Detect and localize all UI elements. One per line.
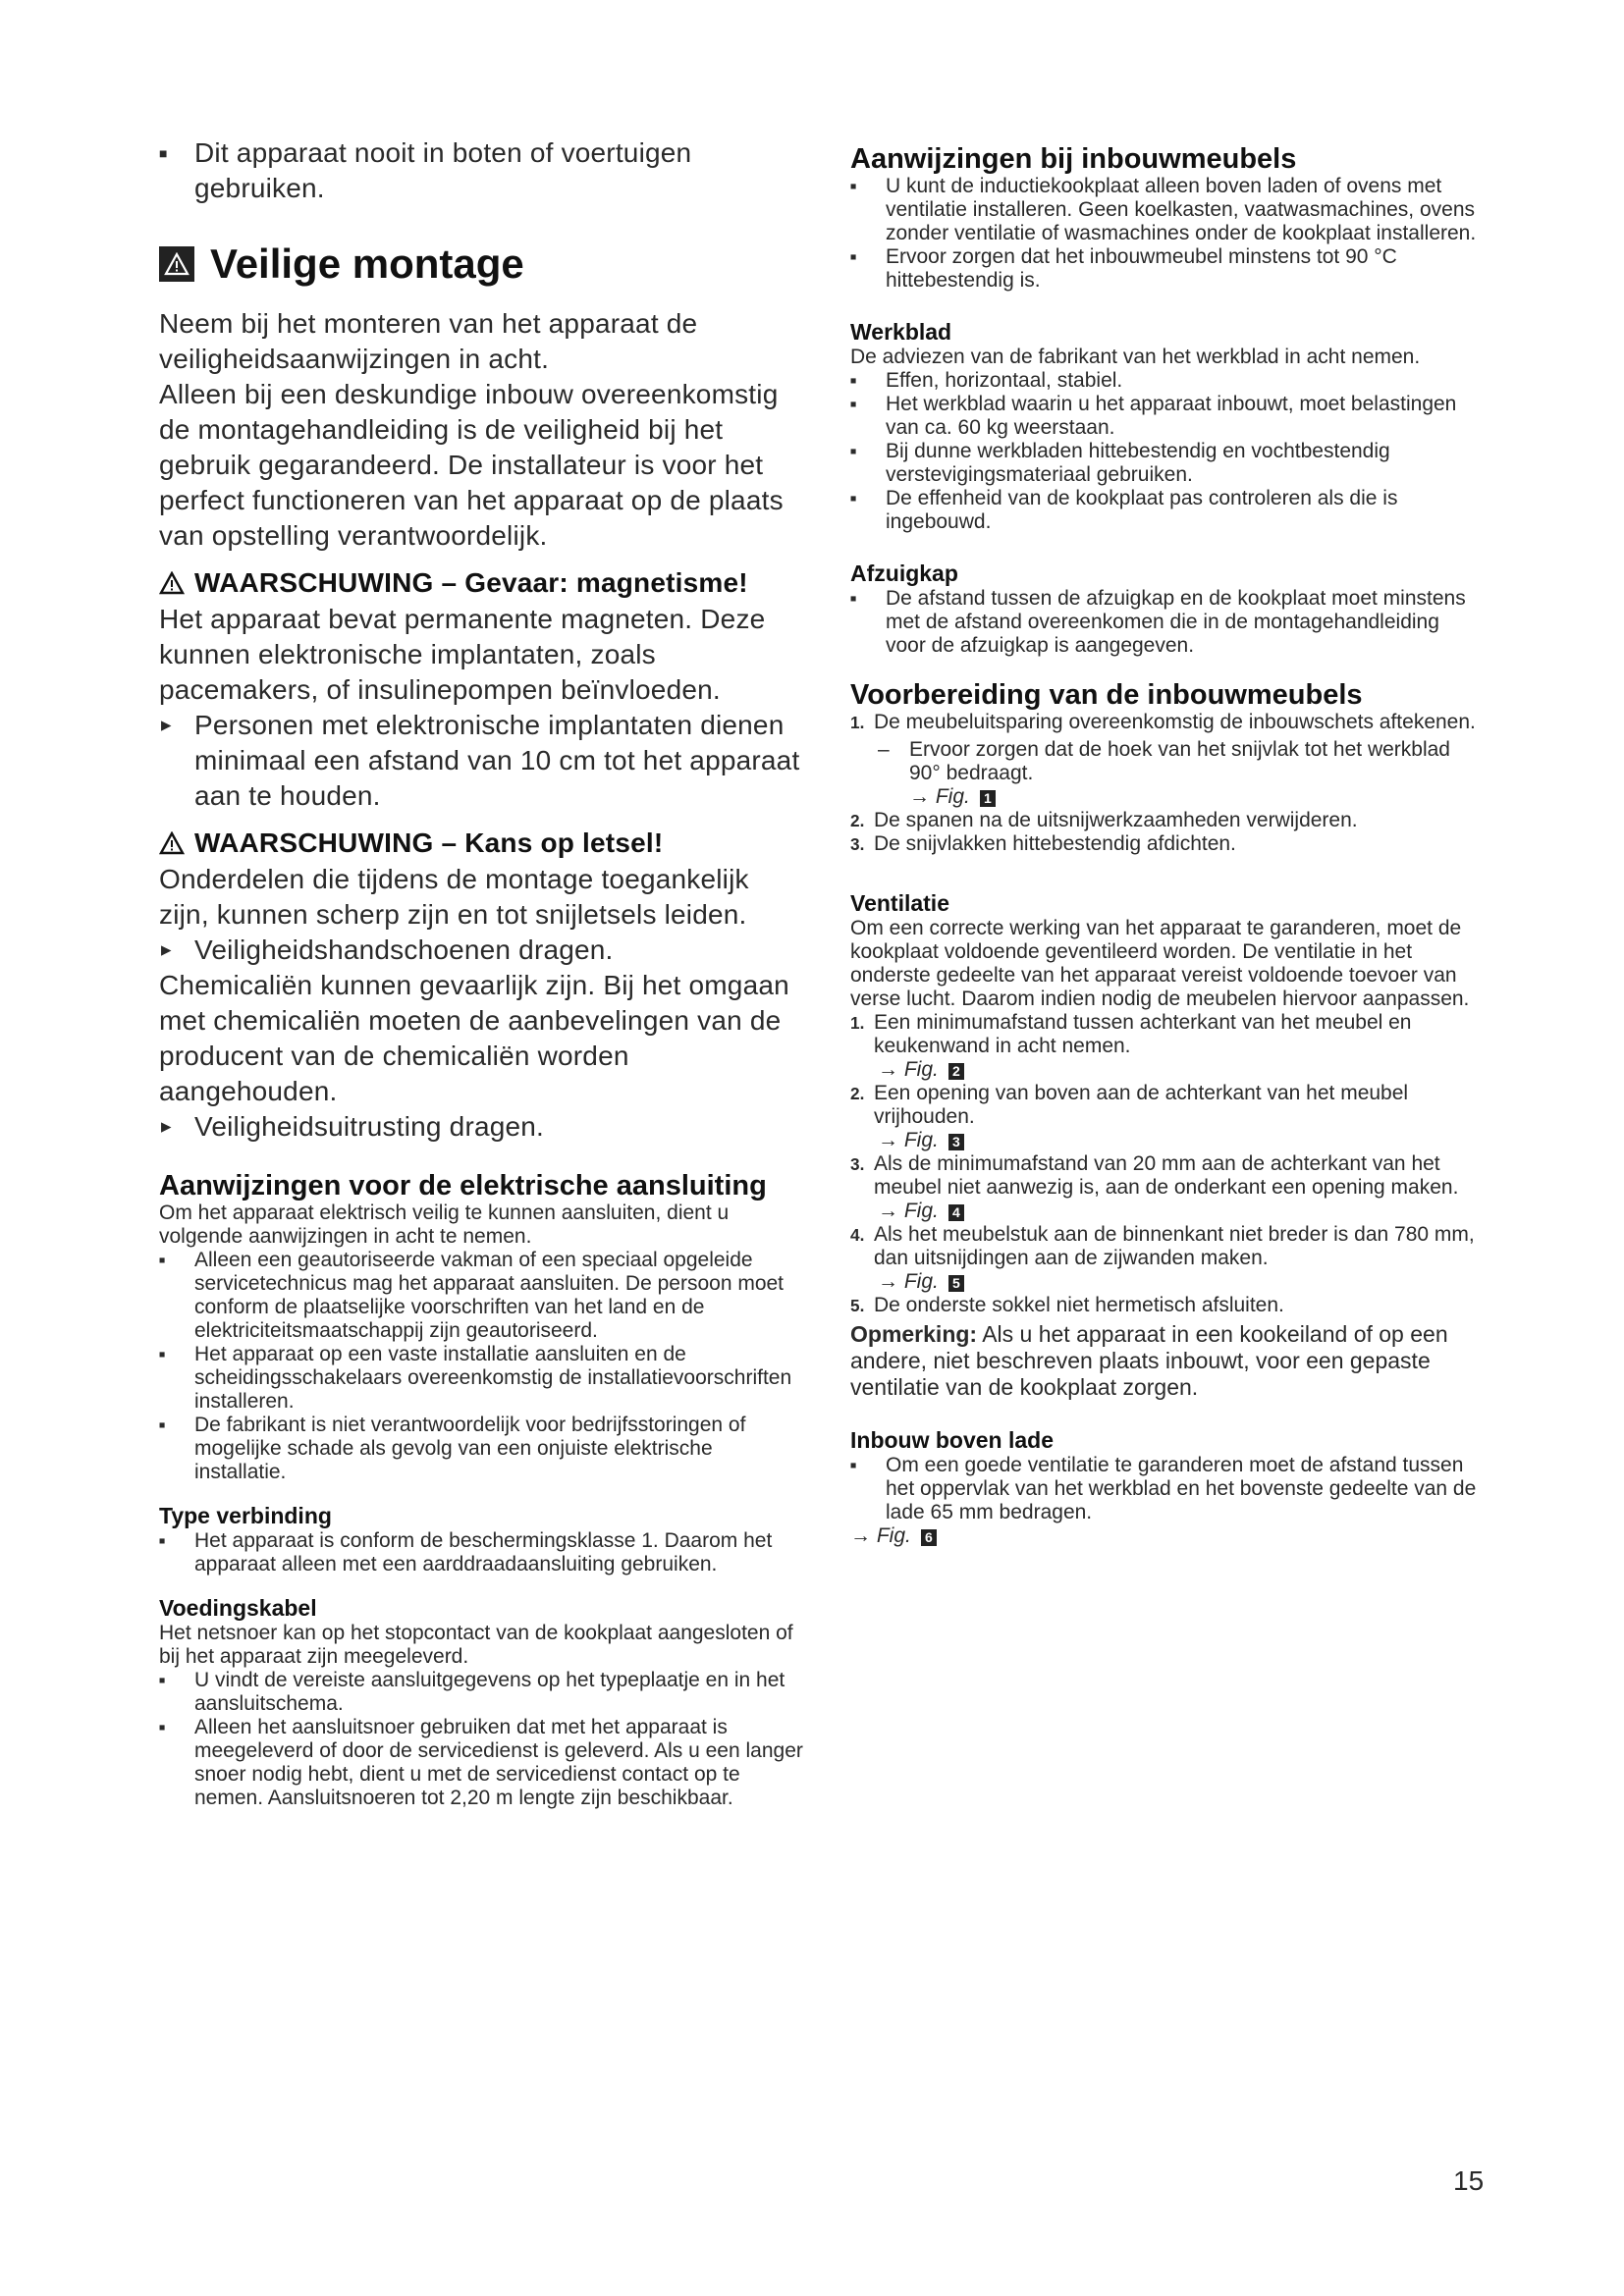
warning-magnetism-action: ▸ Personen met elektronische implantaten dienen minimaal een afstand van 10 cm tot het apparaat aan te houden. [159, 708, 805, 814]
intro-paragraph-2: Alleen bij een deskundige inbouw overeenkomstig de montagehandleiding is de veiligheid bij het gebruik gegarandeerd. De installateur is voor het perfect functioneren van het apparaat op de plaats van opstelling verantwoordelijk. [159, 379, 784, 551]
power-cable-bullet: ■ Alleen het aansluitsnoer gebruiken dat met het apparaat is meegeleverd of door de servicedienst is geleverd. Als u een langer snoer nodig hebt, dient u met de servicedienst contact op te nemen. Aansluitsnoeren tot 2,20 m lengte zijn beschikbaar. [159, 1716, 805, 1810]
ventilation-note [850, 1321, 1483, 1401]
figure-number-badge: 4 [948, 1204, 964, 1221]
figure-number-badge: 6 [921, 1529, 937, 1546]
warning-injury-heading [159, 828, 805, 862]
worktop-bullet: ■ Bij dunne werkbladen hittebestendig en vochtbestendig verstevigingsmateriaal gebruiken. [850, 440, 1483, 487]
fig-label: Fig. [903, 1058, 939, 1081]
step-text: De spanen na de uitsnijwerkzaamheden verwijderen. [874, 809, 1358, 831]
page-number: 15 [1453, 2165, 1485, 2196]
connection-type-bullet: ■ Het apparaat is conform de beschermingsklasse 1. Daarom het apparaat alleen met een aarddraadaansluiting gebruiken. [159, 1529, 805, 1576]
arrow-icon: → [878, 1058, 898, 1081]
ventilation-step [850, 1223, 1483, 1270]
step-text: De onderste sokkel niet hermetisch afsluiten. [874, 1294, 1284, 1316]
step-text: Als het meubelstuk aan de binnenkant niet breder is dan 780 mm, dan uitsnijdingen aan de zijwanden maken. [874, 1223, 1475, 1269]
warning-magnetism-text: Het apparaat bevat permanente magneten. Deze kunnen elektronische implantaten, zoals pacemakers, of insulinepompen beïnvloeden. [159, 604, 766, 705]
warning-injury-text: Onderdelen die tijdens de montage toegankelijk zijn, kunnen scherp zijn en tot snijletsels leiden. [159, 864, 749, 930]
worktop-bullet: ■ Effen, horizontaal, stabiel. [850, 369, 1483, 393]
electrical-bullet: ■ Het apparaat op een vaste installatie aansluiten en de scheidingsschakelaars overeenkomstig de installatievoorschriften installeren. [159, 1343, 805, 1414]
step-number: 5. [850, 1296, 865, 1315]
step-number: 3. [850, 1154, 865, 1174]
cabinet-heading: Aanwijzingen bij inbouwmeubels [850, 143, 1297, 175]
arrow-icon: → [878, 1200, 898, 1222]
step-text: De snijvlakken hittebestendig afdichten. [874, 832, 1236, 855]
warning-injury-action-2: ▸ Veiligheidsuitrusting dragen. [159, 1109, 805, 1145]
power-cable-heading: Voedingskabel [159, 1595, 317, 1621]
preparation-step [850, 809, 1483, 832]
figure-reference [850, 1129, 1483, 1152]
warning-injury-title: WAARSCHUWING – Kans op letsel! [194, 828, 664, 858]
fig-label: Fig. [935, 785, 970, 808]
extractor-heading: Afzuigkap [850, 561, 958, 586]
ventilation-step [850, 1294, 1483, 1317]
electrical-bullet: ■ De fabrikant is niet verantwoordelijk voor bedrijfsstoringen of mogelijke schade als gevolg van een onjuiste elektrische installatie. [159, 1414, 805, 1484]
power-cable-intro: Het netsnoer kan op het stopcontact van de kookplaat aangesloten of bij het apparaat zijn meegeleverd. [159, 1622, 793, 1668]
worktop-bullet: ■ De effenheid van de kookplaat pas controleren als die is ingebouwd. [850, 487, 1483, 534]
figure-number-badge: 5 [948, 1275, 964, 1292]
note-label: Opmerking: [850, 1321, 978, 1347]
drawer-bullet: ■ Om een goede ventilatie te garanderen moet de afstand tussen het oppervlak van het werkblad en het bovenste gedeelte van de lade 65 mm bedragen. [850, 1454, 1483, 1524]
figure-reference [850, 1200, 1483, 1223]
warning-triangle-icon [159, 570, 185, 602]
ventilation-step [850, 1011, 1483, 1058]
step-text: Een minimumafstand tussen achterkant van het meubel en keukenwand in acht nemen. [874, 1011, 1412, 1057]
step-number: 2. [850, 1084, 865, 1103]
figure-reference [850, 785, 1483, 809]
step-number: 4. [850, 1225, 865, 1245]
step-number: 3. [850, 834, 865, 854]
fig-label: Fig. [903, 1200, 939, 1222]
connection-type-heading: Type verbinding [159, 1503, 332, 1528]
ventilation-step [850, 1082, 1483, 1129]
ventilation-step [850, 1152, 1483, 1200]
worktop-intro: De adviezen van de fabrikant van het werkblad in acht nemen. [850, 346, 1421, 368]
figure-reference [850, 1058, 1483, 1082]
warning-magnetism-heading [159, 567, 805, 602]
step-number: 1. [850, 1013, 865, 1033]
worktop-heading: Werkblad [850, 319, 952, 345]
warning-injury-action-1: ▸ Veiligheidshandschoenen dragen. [159, 933, 805, 968]
arrow-icon: → [878, 1129, 898, 1151]
warning-magnetism-title: WAARSCHUWING – Gevaar: magnetisme! [194, 567, 748, 598]
drawer-heading: Inbouw boven lade [850, 1427, 1055, 1453]
fig-label: Fig. [903, 1129, 939, 1151]
warning-triangle-icon [159, 830, 185, 862]
electrical-intro: Om het apparaat elektrisch veilig te kunnen aansluiten, dient u volgende aanwijzingen in acht te nemen. [159, 1201, 730, 1248]
right-column [850, 143, 1483, 1548]
note-text: Als u het apparaat in een kookeiland of op een andere, niet beschreven plaats inbouwt, voor een gepaste ventilatie van de kookplaat zorgen. [850, 1321, 1448, 1400]
electrical-heading: Aanwijzingen voor de elektrische aansluiting [159, 1170, 767, 1201]
warning-icon [159, 246, 194, 282]
cabinet-bullet: ■ U kunt de inductiekookplaat alleen boven laden of ovens met ventilatie installeren. Geen koelkasten, vaatwasmachines, ovens zonder ventilatie of wasmachines onder de kookplaat installeren. [850, 175, 1483, 245]
step-text: Een opening van boven aan de achterkant van het meubel vrijhouden. [874, 1082, 1409, 1128]
step-number: 2. [850, 811, 865, 830]
figure-number-badge: 1 [980, 790, 996, 807]
warning-chemicals-text: Chemicaliën kunnen gevaarlijk zijn. Bij het omgaan met chemicaliën moeten de aanbevelingen van de producent van de chemicaliën worden aangehouden. [159, 970, 789, 1106]
worktop-bullet: ■ Het werkblad waarin u het apparaat inbouwt, moet belastingen van ca. 60 kg weerstaan. [850, 393, 1483, 440]
figure-reference [850, 1270, 1483, 1294]
figure-number-badge: 2 [948, 1063, 964, 1080]
cabinet-bullet: ■ Ervoor zorgen dat het inbouwmeubel minstens tot 90 °C hittebestendig is. [850, 245, 1483, 293]
fig-label: Fig. [903, 1270, 939, 1293]
preparation-step [850, 711, 1483, 734]
intro-bullet: ■ Dit apparaat nooit in boten of voertuigen gebruiken. [159, 135, 805, 206]
preparation-step [850, 832, 1483, 856]
section-title-veilige-montage [159, 240, 805, 289]
step-text: Als de minimumafstand van 20 mm aan de achterkant van het meubel niet aanwezig is, aan de onderkant een opening maken. [874, 1152, 1459, 1199]
electrical-bullet: ■ Alleen een geautoriseerde vakman of een speciaal opgeleide servicetechnicus mag het apparaat aansluiten. De persoon moet conform de plaatselijke voorschriften van het land en de elektriciteitsmaatschappij zijn geautoriseerd. [159, 1249, 805, 1343]
left-column [159, 135, 805, 1810]
figure-reference [850, 1524, 1483, 1548]
step-number: 1. [850, 713, 865, 732]
preparation-substep: – Ervoor zorgen dat de hoek van het snijvlak tot het werkblad 90° bedraagt. [850, 738, 1483, 785]
power-cable-bullet: ■ U vindt de vereiste aansluitgegevens op het typeplaatje en in het aansluitschema. [159, 1669, 805, 1716]
figure-number-badge: 3 [948, 1134, 964, 1150]
ventilation-heading: Ventilatie [850, 890, 949, 916]
fig-label: Fig. [876, 1524, 911, 1547]
arrow-icon: → [878, 1270, 898, 1293]
ventilation-intro: Om een correcte werking van het apparaat te garanderen, moet de kookplaat voldoende geventileerd worden. De ventilatie in het onderste gedeelte van het apparaat vereist voldoende toevoer van verse lucht. Daarom indien nodig de meubelen hiervoor aanpassen. [850, 917, 1470, 1010]
step-text: De meubeluitsparing overeenkomstig de inbouwschets aftekenen. [874, 711, 1476, 733]
intro-paragraph-1: Neem bij het monteren van het apparaat de veiligheidsaanwijzingen in acht. [159, 308, 698, 374]
arrow-icon: → [850, 1524, 871, 1547]
section-title: Veilige montage [210, 240, 524, 287]
arrow-icon: → [909, 785, 930, 808]
preparation-heading: Voorbereiding van de inbouwmeubels [850, 679, 1363, 711]
extractor-bullet: ■ De afstand tussen de afzuigkap en de kookplaat moet minstens met de afstand overeenkomen die in de montagehandleiding voor de afzuigkap is aangegeven. [850, 587, 1483, 658]
